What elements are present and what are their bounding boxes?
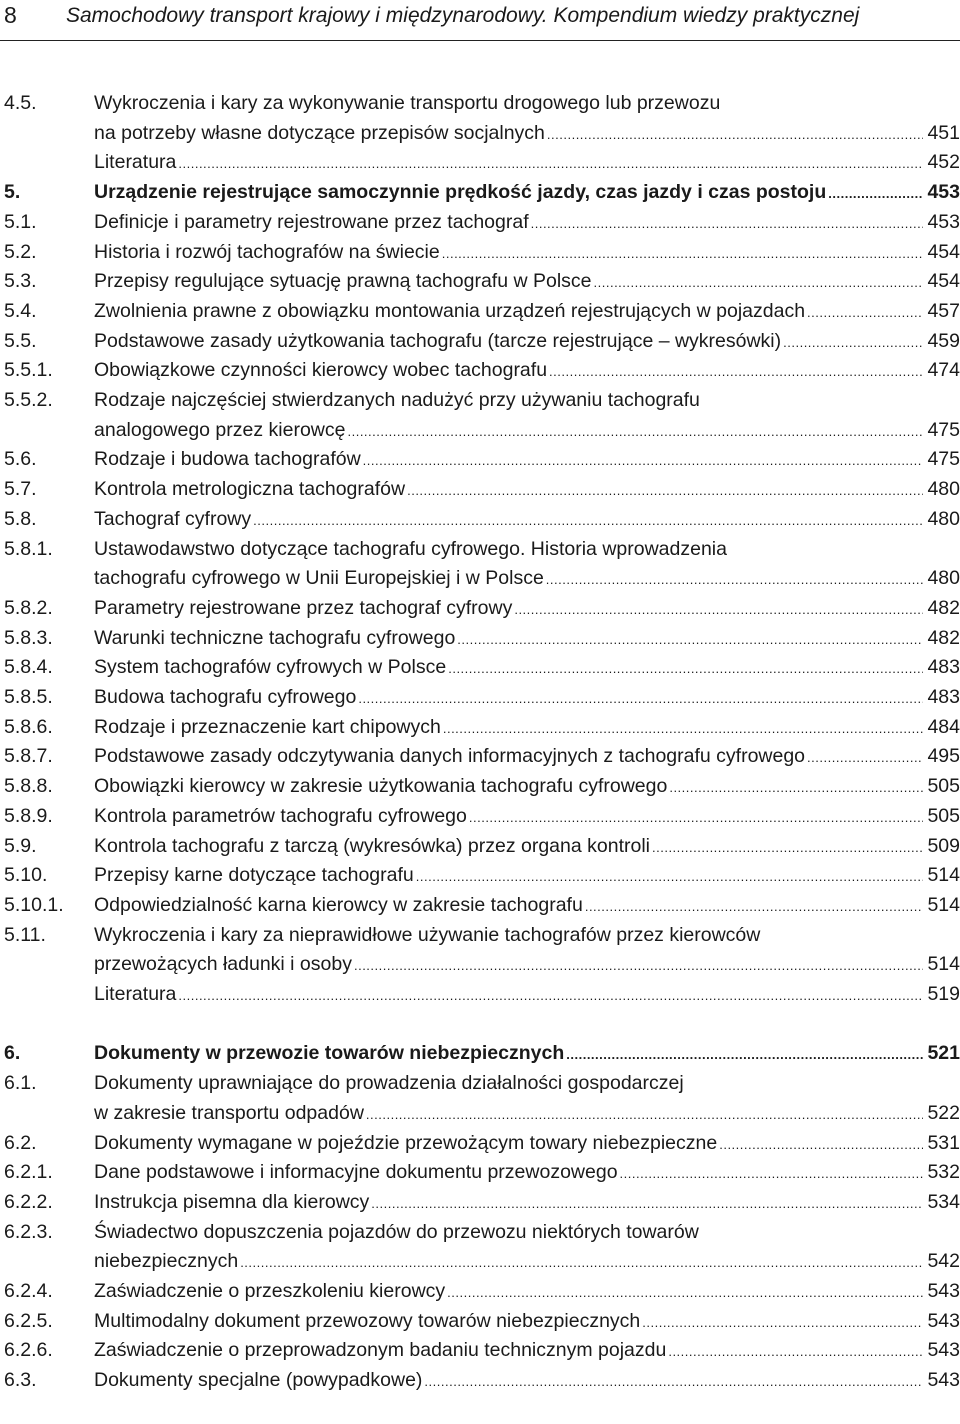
dot-leader	[783, 328, 923, 358]
toc-entry-line	[0, 415, 960, 445]
toc-entry-page: 482	[927, 626, 960, 649]
toc-entry-page: 454	[927, 240, 960, 263]
toc-entry-number: 6.	[4, 1042, 21, 1065]
toc-entry-leader-row	[94, 563, 960, 593]
dot-leader	[594, 268, 924, 298]
toc-entry-title: Literatura	[94, 151, 177, 174]
toc-entry-title: w zakresie transportu odpadów	[94, 1101, 364, 1124]
dot-leader	[178, 149, 923, 179]
toc-entry-page: 453	[927, 210, 960, 233]
toc-entry-page: 514	[927, 864, 960, 887]
toc-entry-line	[0, 266, 960, 296]
toc-entry-number: 5.5.1.	[4, 359, 53, 382]
dot-leader	[620, 1159, 924, 1189]
toc-entry-page: 483	[927, 656, 960, 679]
toc-entry-title: Instrukcja pisemna dla kierowcy	[94, 1190, 370, 1213]
dot-leader	[457, 625, 923, 655]
toc-entry-page: 480	[927, 478, 960, 501]
toc-entry-leader-row	[94, 1098, 960, 1128]
toc-entry-page: 509	[927, 834, 960, 857]
toc-entry-line	[0, 771, 960, 801]
toc-entry-title: Literatura	[94, 983, 177, 1005]
toc-entry-number: 5.8.3.	[4, 626, 53, 649]
toc-entry-page: 532	[927, 1161, 960, 1184]
dot-leader	[371, 1189, 923, 1219]
toc-entry-page: 480	[927, 567, 960, 590]
toc-entry-line	[0, 385, 960, 415]
toc-entry-line	[0, 949, 960, 979]
toc-entry-number: 4.5.	[4, 92, 37, 114]
toc-entry-number: 5.8.1.	[4, 537, 53, 560]
toc-entry-number: 6.2.4.	[4, 1280, 53, 1302]
toc-entry-line	[0, 296, 960, 326]
toc-entry-line	[0, 890, 960, 920]
toc-entry-title: Parametry rejestrowane przez tachograf cyfrowy	[94, 596, 513, 619]
toc-entry-line	[0, 712, 960, 742]
toc-entry-leader-row	[94, 444, 960, 474]
toc-entry-leader-row	[94, 1306, 960, 1336]
toc-entry-number: 6.2.	[4, 1131, 37, 1154]
toc-entry-page: 480	[927, 507, 960, 530]
toc-entry-title: Rodzaje i budowa tachografów	[94, 448, 361, 471]
toc-entry-line	[0, 237, 960, 267]
toc-entry-leader-row	[94, 1365, 960, 1395]
toc-entry-leader-row	[94, 1246, 960, 1276]
toc-entry-title: Zaświadczenie o przeszkoleniu kierowcy	[94, 1280, 446, 1302]
toc-entry-page: 483	[927, 686, 960, 708]
toc-entry-title: Podstawowe zasady użytkowania tachografu (tarcze rejestrujące – wykresówki)	[94, 329, 782, 352]
toc-entry-page: 519	[927, 983, 960, 1005]
dot-leader	[828, 179, 923, 209]
toc-entry-page: 542	[927, 1250, 960, 1273]
toc-entry-title: Dane podstawowe i informacyjne dokumentu przewozowego	[94, 1161, 618, 1184]
toc-entry-title: Zwolnienia prawne z obowiązku montowania urządzeń rejestrujących w pojazdach	[94, 299, 806, 322]
toc-entry-leader-row	[94, 860, 960, 890]
toc-entry-line	[0, 593, 960, 623]
toc-entry-leader-row	[94, 1157, 960, 1187]
dot-leader	[347, 417, 923, 447]
toc-entry-number: 5.5.	[4, 329, 37, 352]
toc-entry-title: Przepisy regulujące sytuację prawną tachografu w Polsce	[94, 270, 592, 293]
toc-entry-leader-row	[94, 177, 960, 207]
toc-entry-page: 459	[927, 329, 960, 352]
dot-leader	[407, 476, 923, 506]
toc-entry-number: 6.2.3.	[4, 1220, 53, 1243]
dot-leader	[253, 506, 923, 536]
toc-entry-line	[0, 623, 960, 653]
dot-leader	[358, 684, 923, 714]
toc-entry-leader-row	[94, 1276, 960, 1306]
toc-entry-leader-row	[94, 147, 960, 177]
toc-entry-leader-row	[94, 712, 960, 742]
toc-entry-leader-row	[94, 296, 960, 326]
toc-entry-leader-row	[94, 207, 960, 237]
toc-entry-number: 6.2.6.	[4, 1339, 53, 1362]
toc-entry-line	[0, 1276, 960, 1306]
toc-entry-title: Definicje i parametry rejestrowane przez tachograf	[94, 210, 529, 233]
dot-leader	[719, 1130, 923, 1160]
dot-leader	[547, 120, 924, 150]
toc-entry-line	[0, 177, 960, 207]
dot-leader	[366, 1100, 924, 1130]
toc-entry-line	[0, 1335, 960, 1365]
dot-leader	[642, 1308, 923, 1338]
toc-entry-title: na potrzeby własne dotyczące przepisów socjalnych	[94, 121, 545, 144]
toc-entry-page: 531	[927, 1131, 960, 1154]
toc-entry-number: 5.8.	[4, 507, 37, 530]
toc-entry-title: Obowiązki kierowcy w zakresie użytkowania tachografu cyfrowego	[94, 775, 668, 798]
toc-entry-title: Dokumenty wymagane w pojeździe przewożącym towary niebezpieczne	[94, 1131, 718, 1154]
toc-entry-number: 5.10.1.	[4, 893, 64, 916]
toc-entry-line	[0, 326, 960, 356]
toc-entry-line	[0, 118, 960, 148]
toc-entry-title: Kontrola metrologiczna tachografów	[94, 478, 406, 501]
toc-entry-number: 5.8.6.	[4, 715, 53, 738]
toc-entry-line	[0, 1098, 960, 1128]
toc-entry-title: Przepisy karne dotyczące tachografu	[94, 864, 414, 887]
toc-entry-line	[0, 207, 960, 237]
toc-entry-number: 5.7.	[4, 478, 37, 501]
toc-entry-page: 482	[927, 596, 960, 619]
toc-entry-number: 5.8.2.	[4, 596, 53, 619]
toc-entry-page: 451	[927, 121, 960, 144]
toc-entry-leader-row	[94, 652, 960, 682]
toc-entry-line	[0, 444, 960, 474]
toc-entry-number: 5.8.8.	[4, 775, 53, 798]
toc-entry-line	[0, 1217, 960, 1247]
toc-entry-title: Warunki techniczne tachografu cyfrowego	[94, 626, 456, 649]
toc-entry-leader-row	[94, 355, 960, 385]
toc-entry-line	[0, 1128, 960, 1158]
toc-entry-line	[0, 1038, 960, 1068]
dot-leader	[354, 951, 923, 981]
dot-leader	[807, 298, 923, 328]
toc-entry-number: 5.3.	[4, 270, 37, 293]
toc-entry-number: 5.8.9.	[4, 804, 53, 827]
toc-entry-line	[0, 474, 960, 504]
page-number: 8	[4, 2, 17, 28]
toc-entry-title: Odpowiedzialność karna kierowcy w zakresie tachografu	[94, 893, 583, 916]
toc-entry-title: Kontrola parametrów tachografu cyfrowego	[94, 804, 467, 827]
toc-entry-number: 5.5.2.	[4, 389, 53, 411]
dot-leader	[469, 803, 924, 833]
dot-leader	[531, 209, 924, 239]
toc-entry-page: 495	[927, 745, 960, 768]
toc-entry-leader-row	[94, 682, 960, 712]
toc-entry-number: 5.2.	[4, 240, 37, 263]
toc-entry-title: Tachograf cyfrowy	[94, 507, 252, 530]
toc-entry-line	[0, 1306, 960, 1336]
toc-entry-number: 5.8.4.	[4, 656, 53, 679]
dot-leader	[807, 743, 923, 773]
toc-entry-title: Rodzaje i przeznaczenie kart chipowych	[94, 715, 441, 738]
toc-entry-title: niebezpiecznych	[94, 1250, 239, 1273]
toc-entry-leader-row	[94, 474, 960, 504]
toc-entry-number: 5.8.5.	[4, 686, 53, 708]
toc-entry-number: 6.1.	[4, 1072, 37, 1095]
toc-entry-leader-row	[94, 1038, 960, 1068]
toc-entry-line	[0, 1068, 960, 1098]
dot-leader	[669, 773, 923, 803]
dot-leader	[416, 862, 924, 892]
toc-entry-number: 5.9.	[4, 834, 37, 857]
toc-entry-line	[0, 682, 960, 712]
toc-entry-title: przewożących ładunki i osoby	[94, 953, 352, 976]
toc-entry-leader-row	[94, 801, 960, 831]
dot-leader	[585, 892, 924, 922]
toc-entry-leader-row	[94, 741, 960, 771]
toc-entry-number: 5.	[4, 181, 21, 204]
toc-entry-number: 5.4.	[4, 299, 37, 322]
toc-entry-number: 5.1.	[4, 210, 37, 233]
toc-entry-page: 505	[927, 804, 960, 827]
dot-leader	[546, 565, 924, 595]
toc-entry-page: 514	[927, 893, 960, 916]
toc-entry-page: 475	[927, 418, 960, 441]
toc-entry-leader-row	[94, 1187, 960, 1217]
running-title: Samochodowy transport krajowy i międzynarodowy. Kompendium wiedzy praktycznej	[66, 4, 860, 27]
toc-entry-line	[0, 920, 960, 950]
toc-entry-line	[0, 652, 960, 682]
toc-entry-leader-row	[94, 890, 960, 920]
dot-leader	[448, 654, 923, 684]
toc-entry-line	[0, 801, 960, 831]
toc-entry-leader-row	[94, 831, 960, 861]
toc-entry-line	[0, 1157, 960, 1187]
toc-entry-line	[0, 1246, 960, 1276]
toc-entry-page: 457	[927, 299, 960, 322]
toc-entry-line	[0, 534, 960, 564]
toc-entry-line	[0, 563, 960, 593]
toc-entry-page: 514	[927, 953, 960, 976]
toc-entry-line	[0, 88, 960, 118]
dot-leader	[549, 357, 923, 387]
toc-entry-page: 452	[927, 151, 960, 174]
toc-entry-leader-row	[94, 415, 960, 445]
dot-leader	[668, 1337, 923, 1367]
toc-entry-line	[0, 355, 960, 385]
toc-entry-title: Świadectwo dopuszczenia pojazdów do przewozu niektórych towarów	[94, 1220, 699, 1243]
toc-entry-title: Historia i rozwój tachografów na świecie	[94, 240, 440, 263]
toc-entry-page: 543	[927, 1280, 960, 1302]
toc-entry-leader-row	[94, 326, 960, 356]
toc-entry-page: 543	[927, 1309, 960, 1332]
page-header	[0, 0, 960, 41]
toc-entry-leader-row	[94, 771, 960, 801]
toc-entry-page: 534	[927, 1190, 960, 1213]
toc-entry-number: 6.2.1.	[4, 1161, 53, 1184]
toc-entry-page: 484	[927, 715, 960, 738]
toc-entry-page: 454	[927, 270, 960, 293]
toc-entry-title: Obowiązkowe czynności kierowcy wobec tachografu	[94, 359, 548, 382]
toc-entry-title: System tachografów cyfrowych w Polsce	[94, 656, 447, 679]
dot-leader	[240, 1248, 923, 1278]
dot-leader	[442, 239, 924, 269]
toc-entry-leader-row	[94, 266, 960, 296]
toc-entry-title: Wykroczenia i kary za nieprawidłowe używanie tachografów przez kierowców	[94, 923, 761, 946]
toc-entry-page: 543	[927, 1369, 960, 1392]
toc-entry-page: 521	[927, 1042, 960, 1065]
toc-entry-line	[0, 741, 960, 771]
toc-entry-leader-row	[94, 979, 960, 1009]
toc-entry-number: 6.2.2.	[4, 1190, 53, 1213]
dot-leader	[566, 1040, 923, 1070]
toc-entry-title: Budowa tachografu cyfrowego	[94, 686, 357, 708]
toc-entry-title: Rodzaje najczęściej stwierdzanych nadużyć przy używaniu tachografu	[94, 389, 700, 411]
toc-entry-number: 5.6.	[4, 448, 37, 471]
dot-leader	[363, 446, 924, 476]
dot-leader	[424, 1367, 923, 1397]
toc-entry-title: Ustawodawstwo dotyczące tachografu cyfrowego. Historia wprowadzenia	[94, 537, 727, 560]
toc-entry-title: Dokumenty specjalne (powypadkowe)	[94, 1369, 423, 1392]
toc-entry-line	[0, 147, 960, 177]
toc-entry-title: Kontrola tachografu z tarczą (wykresówka) przez organa kontroli	[94, 834, 650, 857]
toc-entry-leader-row	[94, 1335, 960, 1365]
toc-entry-title: Wykroczenia i kary za wykonywanie transportu drogowego lub przewozu	[94, 92, 721, 114]
toc-entry-title: Zaświadczenie o przeprowadzonym badaniu technicznym pojazdu	[94, 1339, 667, 1362]
dot-leader	[443, 714, 924, 744]
toc-entry-line	[0, 860, 960, 890]
toc-entry-title: Podstawowe zasady odczytywania danych informacyjnych z tachografu cyfrowego	[94, 745, 806, 768]
toc-entry-leader-row	[94, 623, 960, 653]
toc-entry-line	[0, 1187, 960, 1217]
toc-entry-line	[0, 979, 960, 1009]
toc-entry-line	[0, 504, 960, 534]
toc-entry-title: Dokumenty uprawniające do prowadzenia działalności gospodarczej	[94, 1072, 684, 1095]
toc-entry-page: 522	[927, 1101, 960, 1124]
toc-entry-number: 6.3.	[4, 1369, 37, 1392]
toc-entry-leader-row	[94, 949, 960, 979]
toc-entry-leader-row	[94, 1128, 960, 1158]
toc-entry-page: 474	[927, 359, 960, 382]
toc-entry-leader-row	[94, 237, 960, 267]
toc-entry-page: 543	[927, 1339, 960, 1362]
toc-entry-line	[0, 1365, 960, 1395]
toc-entry-line	[0, 831, 960, 861]
dot-leader	[447, 1278, 923, 1308]
toc-entry-number: 5.8.7.	[4, 745, 53, 768]
toc-entry-title: Multimodalny dokument przewozowy towarów niebezpiecznych	[94, 1309, 641, 1332]
toc-entry-page: 475	[927, 448, 960, 471]
toc-entry-number: 6.2.5.	[4, 1309, 53, 1332]
toc-entry-page: 505	[927, 775, 960, 798]
toc-entry-title: analogowego przez kierowcę	[94, 418, 346, 441]
dot-leader	[652, 833, 923, 863]
toc-entry-title: tachografu cyfrowego w Unii Europejskiej i w Polsce	[94, 567, 544, 590]
dot-leader	[178, 981, 923, 1011]
toc-entry-title: Urządzenie rejestrujące samoczynnie prędkość jazdy, czas jazdy i czas postoju	[94, 181, 827, 204]
dot-leader	[514, 595, 923, 625]
toc-entry-leader-row	[94, 593, 960, 623]
toc-entry-leader-row	[94, 118, 960, 148]
toc-entry-page: 453	[927, 181, 960, 204]
toc-entry-leader-row	[94, 504, 960, 534]
toc-entry-number: 5.11.	[4, 923, 46, 946]
toc-entry-number: 5.10.	[4, 864, 48, 887]
toc-entry-title: Dokumenty w przewozie towarów niebezpiecznych	[94, 1042, 565, 1065]
